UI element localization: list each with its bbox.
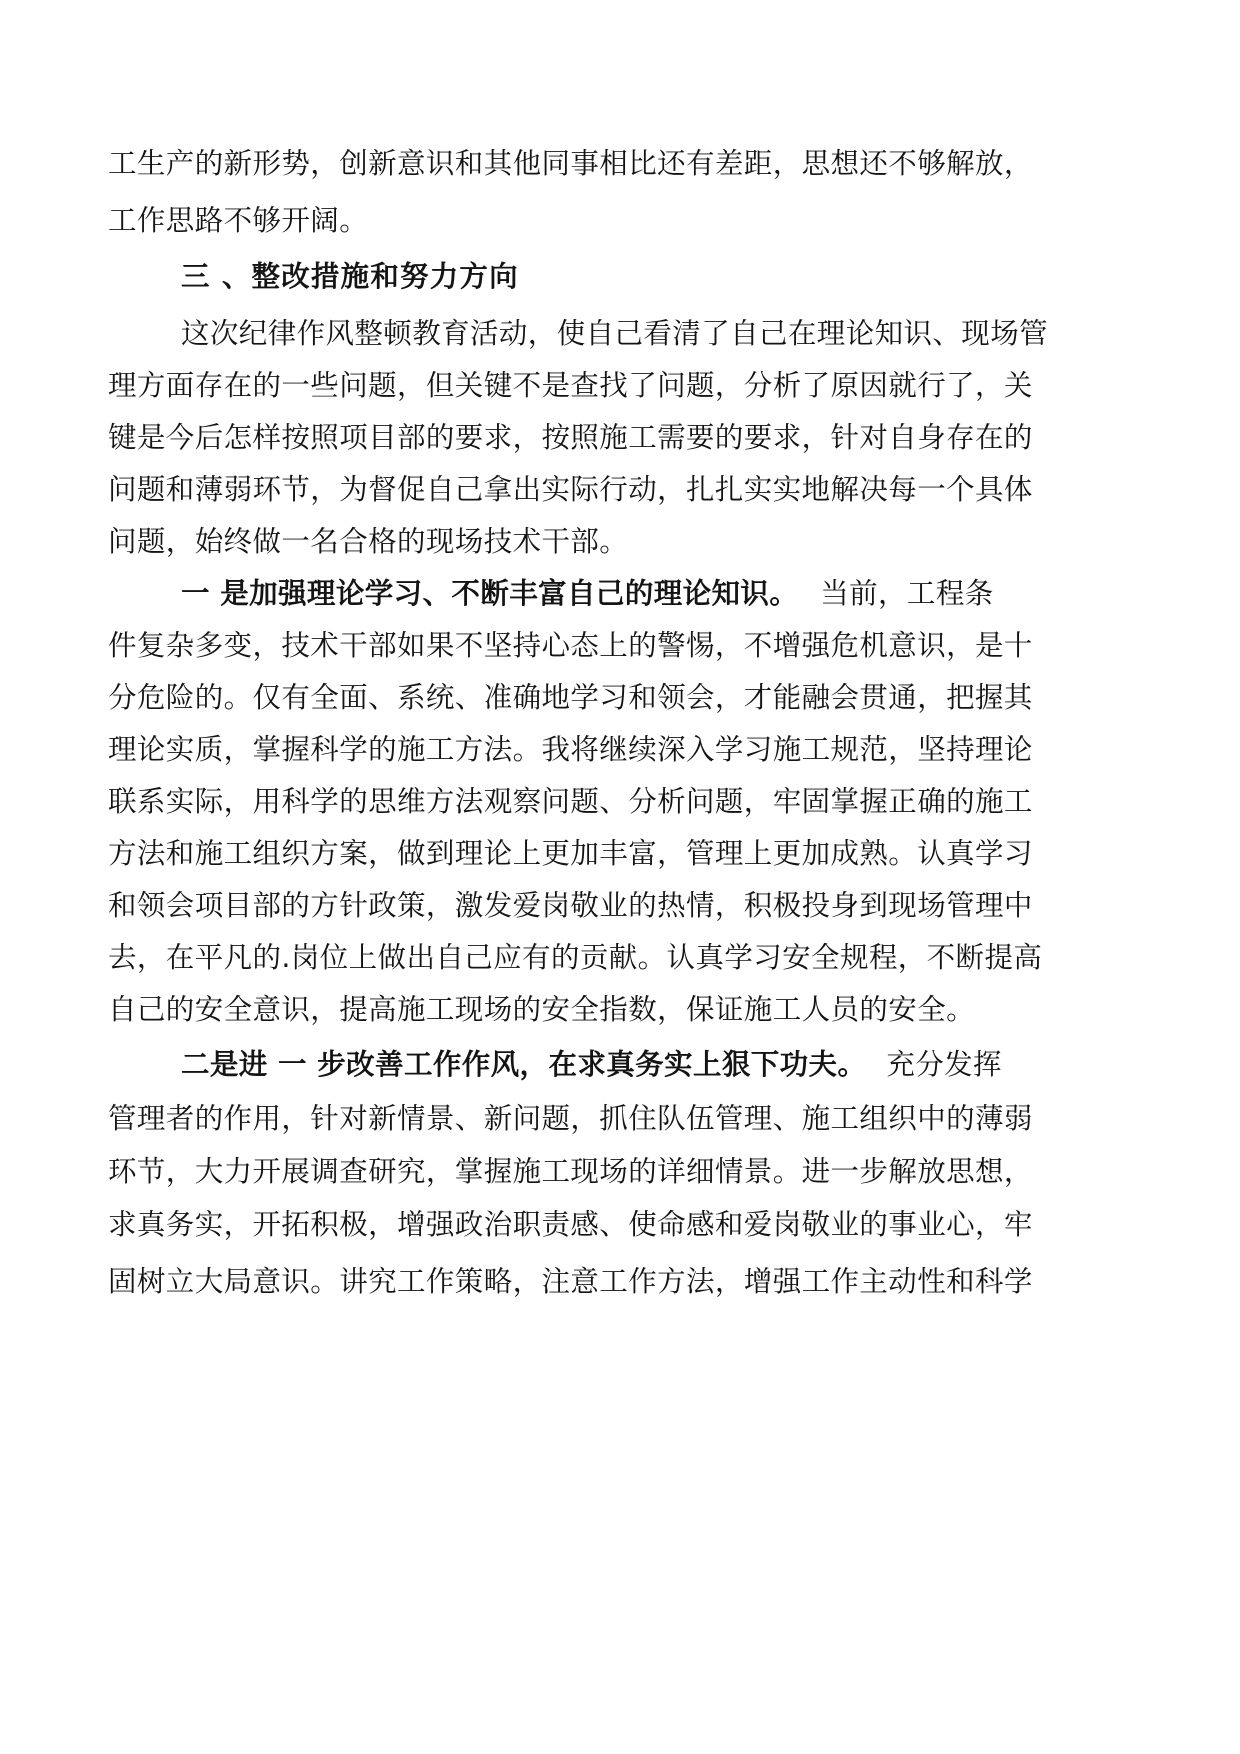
paragraph-line: 理论实质，掌握科学的施工方法。我将继续深入学习施工规范，坚持理论: [108, 733, 1033, 766]
paragraph-text: 充分发挥: [886, 1048, 1002, 1081]
paragraph-line: 自己的安全意识，提高施工现场的安全指数，保证施工人员的安全。: [108, 993, 976, 1026]
paragraph-line: 求真务实，开拓积极，增强政治职责感、使命感和爱岗敬业的事业心，牢: [108, 1208, 1033, 1241]
paragraph-line: 去，在平凡的.岗位上做出自己应有的贡献。认真学习安全规程，不断提高: [108, 941, 1043, 974]
paragraph-line: 键是今后怎样按照项目部的要求，按照施工需要的要求，针对自身存在的: [108, 421, 1033, 454]
paragraph-line: 联系实际，用科学的思维方法观察问题、分析问题，牢固掌握正确的施工: [108, 785, 1033, 818]
paragraph-line: 这次纪律作风整顿教育活动，使自己看清了自己在理论知识、现场管: [181, 317, 1049, 350]
paragraph-line: 固树立大局意识。讲究工作策略，注意工作方法，增强工作主动性和科学: [108, 1265, 1033, 1298]
section-heading: 三 、整改措施和努力方向: [181, 260, 519, 293]
paragraph-line: 环节，大力开展调查研究，掌握施工现场的详细情景。进一步解放思想，: [108, 1155, 1033, 1188]
paragraph-line: [181, 1043, 1138, 1087]
paragraph-line: 管理者的作用，针对新情景、新问题，抓住队伍管理、施工组织中的薄弱: [108, 1102, 1033, 1135]
lead-sentence: 一 是加强理论学习、不断丰富自己的理论知识。: [181, 577, 799, 610]
paragraph-line: 方法和施工组织方案，做到理论上更加丰富，管理上更加成熟。认真学习: [108, 837, 1033, 870]
paragraph-line: [181, 572, 1138, 616]
paragraph-text: 当前，工程条: [820, 577, 994, 610]
lead-sentence: 二是进 一 步改善工作作风，在求真务实上狠下功夫。: [181, 1048, 867, 1081]
paragraph-line: 件复杂多变，技术干部如果不坚持心态上的警惕，不增强危机意识，是十: [108, 629, 1033, 662]
paragraph-line: 工作思路不够开阔。: [108, 204, 369, 237]
paragraph-line: 工生产的新形势，创新意识和其他同事相比还有差距，思想还不够解放，: [108, 147, 1033, 180]
paragraph-line: 问题和薄弱环节，为督促自己拿出实际行动，扎扎实实地解决每一个具体: [108, 473, 1033, 506]
paragraph-line: 理方面存在的一些问题，但关键不是查找了问题，分析了原因就行了，关: [108, 369, 1033, 402]
paragraph-line: 分危险的。仅有全面、系统、准确地学习和领会，才能融会贯通，把握其: [108, 681, 1033, 714]
paragraph-line: 和领会项目部的方针政策，激发爱岗敬业的热情，积极投身到现场管理中: [108, 889, 1033, 922]
paragraph-line: 问题，始终做一名合格的现场技术干部。: [108, 525, 629, 558]
